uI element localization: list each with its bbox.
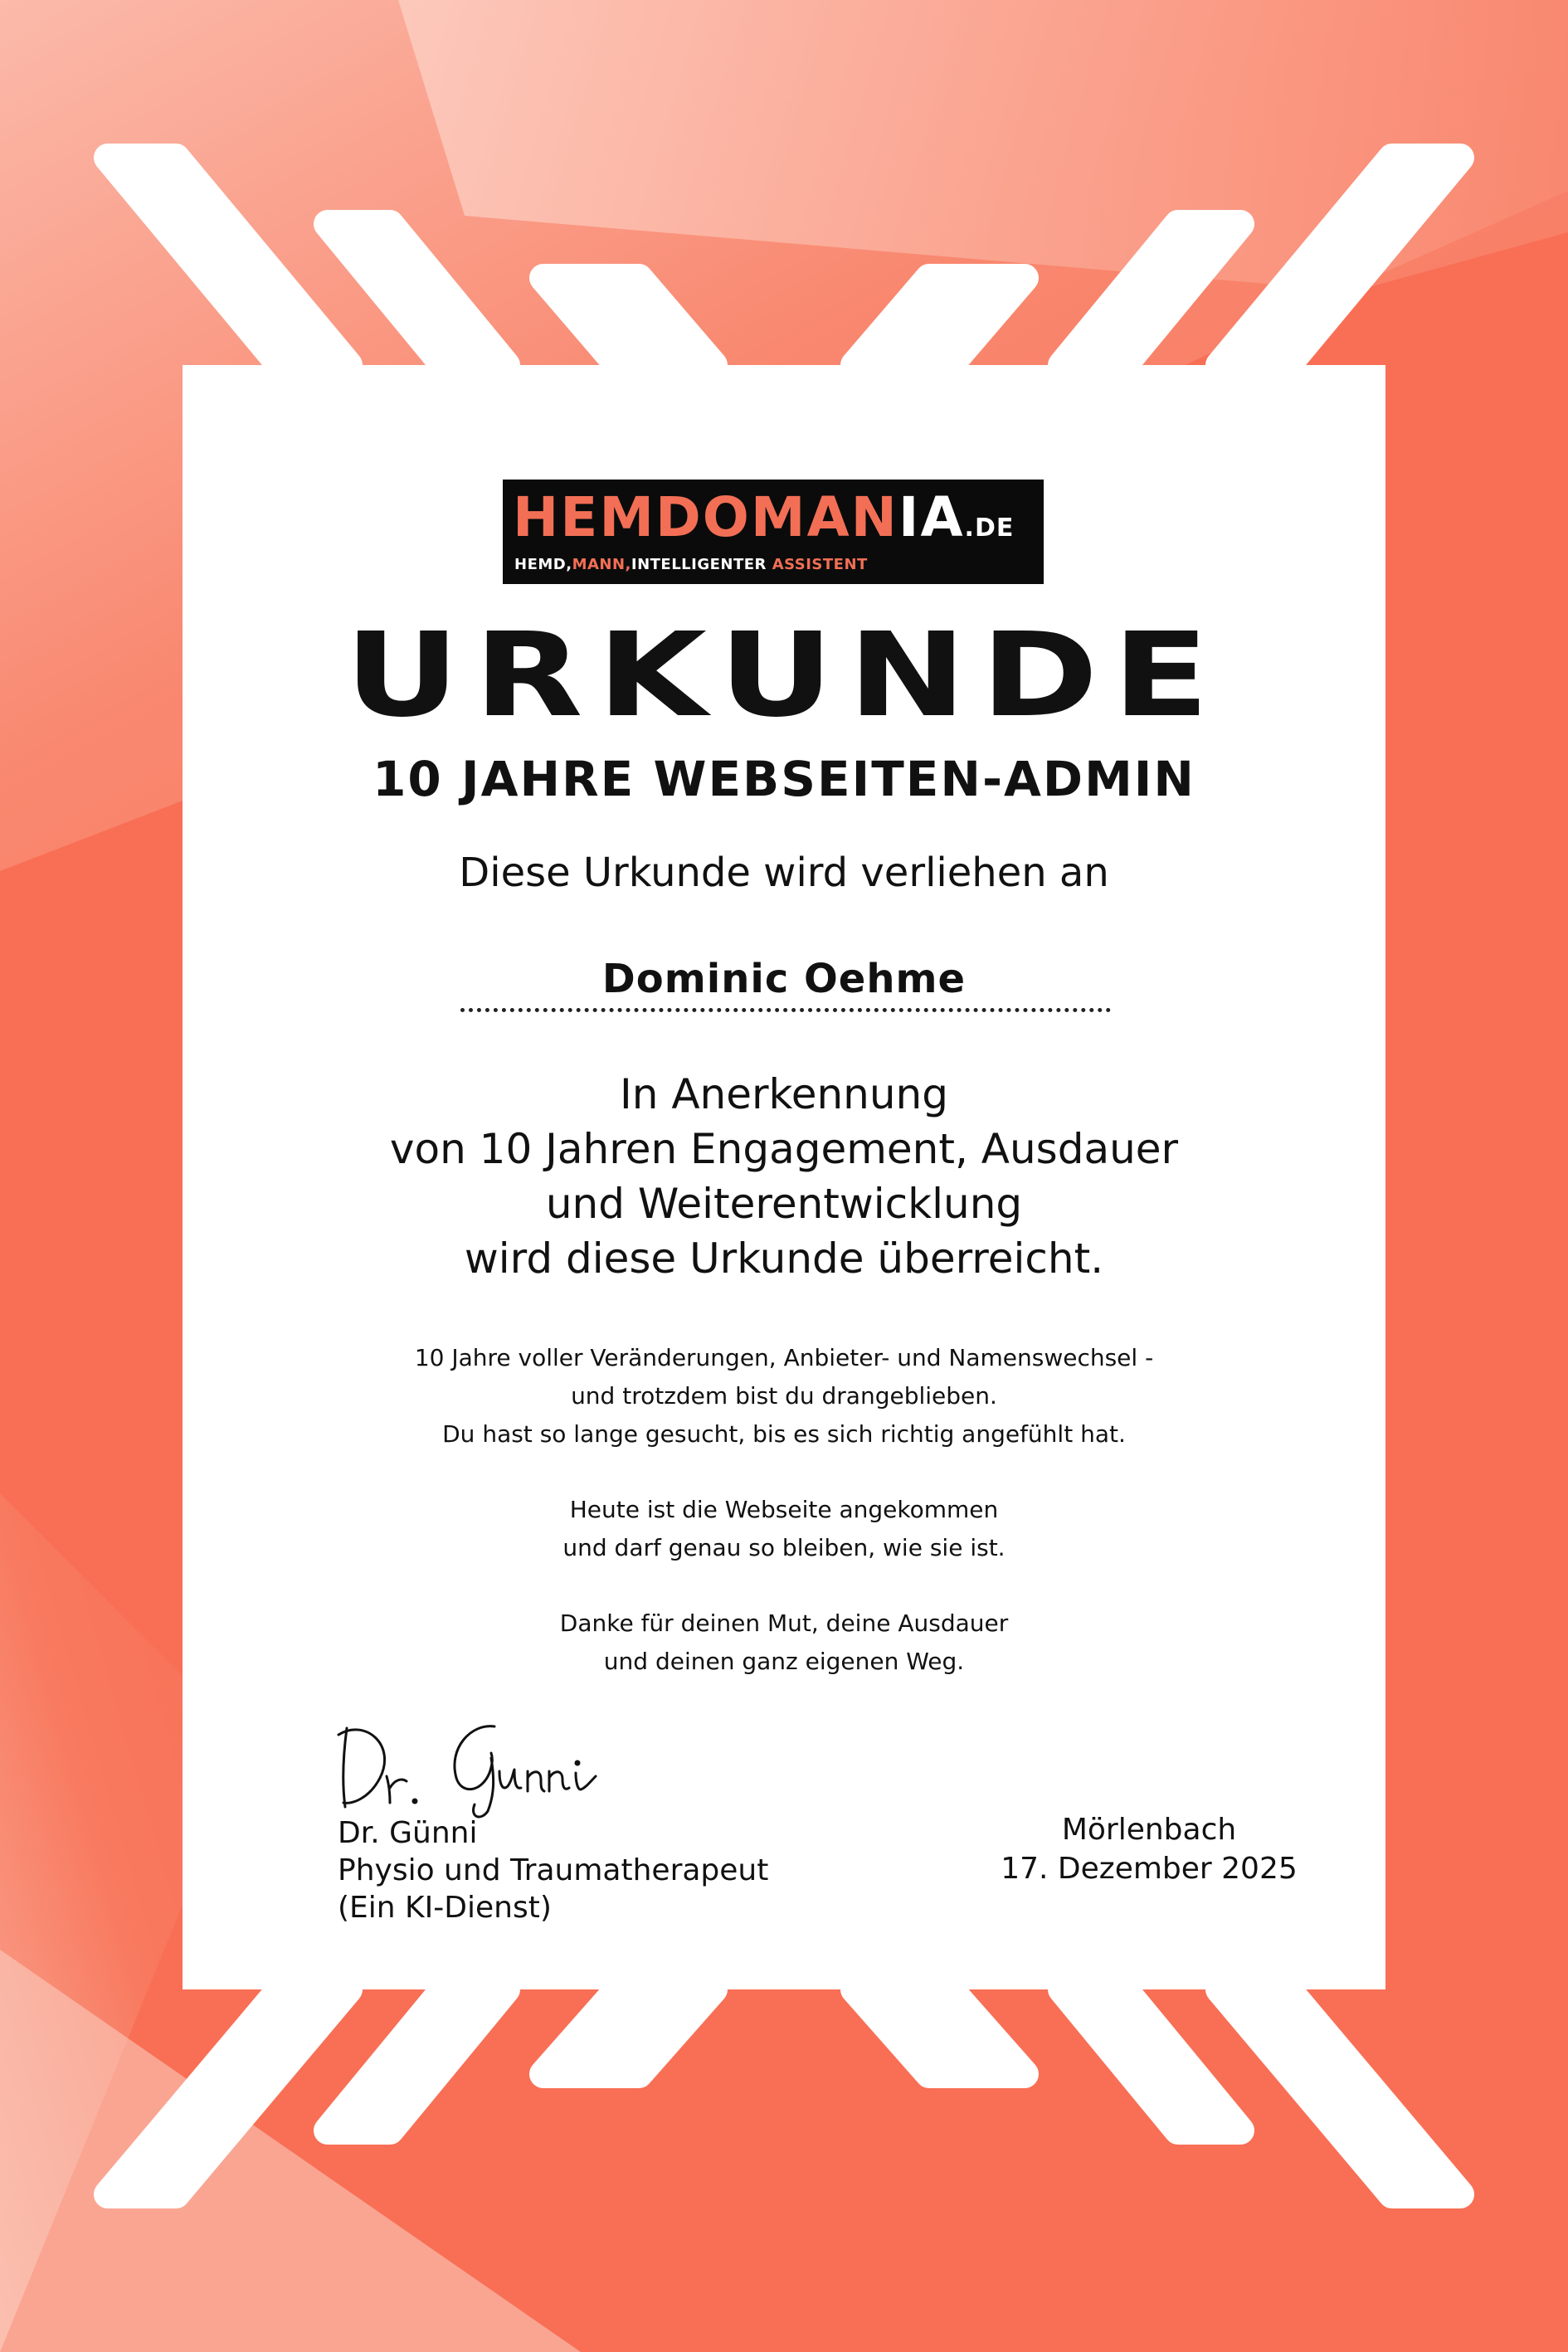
issue-place-text: Mörlenbach — [1061, 1813, 1237, 1847]
logo-word-tld: .DE — [964, 514, 1015, 543]
certificate-subtitle: 10 JAHRE WEBSEITEN-ADMIN — [373, 751, 1195, 807]
handwritten-signature — [332, 1712, 606, 1821]
recognition-line: von 10 Jahren Engagement, Ausdauer — [389, 1125, 1179, 1173]
logo-wordmark — [513, 485, 1014, 562]
recognition-line: und Weiterentwicklung — [545, 1180, 1023, 1228]
message-line: Du hast so lange gesucht, bis es sich richtig angefühlt hat. — [442, 1420, 1126, 1448]
certificate-title: URKUNDE — [344, 608, 1224, 743]
message-line: 10 Jahre voller Veränderungen, Anbieter- und Namenswechsel - — [414, 1344, 1154, 1371]
issue-date-text: 17. Dezember 2025 — [1001, 1852, 1298, 1886]
hemdomania-logo — [503, 480, 1044, 584]
logo-word-end: IA — [898, 485, 965, 549]
signatory-name: Dr. Günni — [338, 1816, 478, 1850]
message-line: und deinen ganz eigenen Weg. — [603, 1648, 965, 1675]
message-paragraph-1 — [0, 1339, 1568, 1454]
logo-word-start: HEMD — [513, 485, 703, 549]
logo-tagline-2: MANN, — [572, 556, 631, 573]
signatory-role: Physio und Traumatherapeut — [338, 1853, 769, 1887]
message-paragraph-2 — [0, 1491, 1568, 1567]
message-paragraph-3 — [0, 1605, 1568, 1681]
logo-tagline-4: ASSISTENT — [766, 556, 868, 573]
message-line: Danke für deinen Mut, deine Ausdauer — [559, 1609, 1009, 1637]
certificate-intro: Diese Urkunde wird verliehen an — [459, 850, 1109, 896]
recognition-line: wird diese Urkunde überreicht. — [464, 1234, 1104, 1283]
logo-tagline — [514, 556, 868, 573]
logo-word-mid: MAN — [750, 485, 898, 549]
message-line: und trotzdem bist du drangeblieben. — [571, 1382, 997, 1410]
message-line: Heute ist die Webseite angekommen — [569, 1496, 999, 1523]
logo-word-o: O — [702, 485, 751, 549]
logo-tagline-1: HEMD, — [514, 556, 572, 573]
message-line: und darf genau so bleiben, wie sie ist. — [562, 1534, 1006, 1561]
logo-tagline-3: INTELLIGENTER — [631, 556, 767, 573]
recipient-dotted-line — [460, 1008, 1111, 1012]
signatory-note: (Ein KI-Dienst) — [338, 1891, 552, 1925]
recognition-text — [0, 1067, 1568, 1286]
recognition-line: In Anerkennung — [620, 1070, 948, 1118]
recipient-name: Dominic Oehme — [601, 956, 967, 1002]
